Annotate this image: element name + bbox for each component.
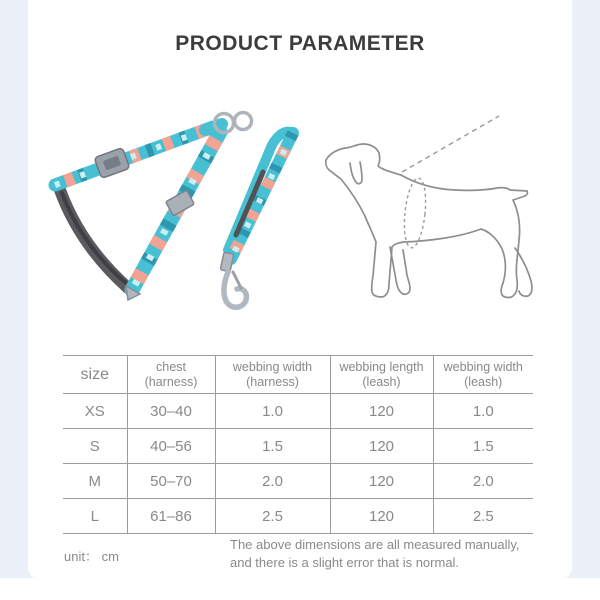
col-header-webbing-width-leash: webbing width (leash) <box>433 356 533 394</box>
cell-webbing-length-leash: 120 <box>330 464 433 499</box>
cell-chest: 50–70 <box>127 464 215 499</box>
col-header-chest: chest (harness) <box>127 356 215 394</box>
buckle-icon <box>94 148 130 179</box>
cell-webbing-width-leash: 2.5 <box>433 499 533 534</box>
cell-webbing-width-leash: 2.0 <box>433 464 533 499</box>
table-row <box>63 464 533 499</box>
cell-size: S <box>89 437 100 455</box>
dog-measurement-diagram <box>315 95 575 330</box>
measurement-note <box>230 536 520 572</box>
cell-webbing-length-leash: 120 <box>330 499 433 534</box>
table-header-row <box>63 356 533 394</box>
leash-direction-dashed-line <box>402 116 499 172</box>
unit-label: unit： cm <box>64 549 119 564</box>
col-header-size: size <box>80 365 109 383</box>
cell-webbing-width-harness: 2.5 <box>215 499 330 534</box>
col-header-webbing-length-leash: webbing length (leash) <box>330 356 433 394</box>
cell-webbing-width-harness: 1.0 <box>215 394 330 429</box>
measurement-note-line1: The above dimensions are all measured manually, <box>230 537 520 552</box>
table-row <box>63 429 533 464</box>
col-header-webbing-width-harness: webbing width (harness) <box>215 356 330 394</box>
dog-outline <box>326 144 532 298</box>
cell-chest: 30–40 <box>127 394 215 429</box>
size-table <box>63 355 533 534</box>
cell-chest: 61–86 <box>127 499 215 534</box>
dog-far-front-leg <box>390 247 410 294</box>
cell-webbing-length-leash: 120 <box>330 394 433 429</box>
table-row <box>63 499 533 534</box>
cell-chest: 40–56 <box>127 429 215 464</box>
cell-size: XS <box>84 402 105 420</box>
measurement-note-line2: and there is a slight error that is normal. <box>230 555 460 570</box>
product-photo <box>25 95 315 330</box>
table-row <box>63 394 533 429</box>
cell-size: M <box>88 472 101 490</box>
cell-webbing-width-harness: 1.5 <box>215 429 330 464</box>
leash-handle <box>228 132 293 259</box>
cell-size: L <box>90 507 99 525</box>
harness-group <box>55 113 252 301</box>
cell-webbing-width-leash: 1.0 <box>433 394 533 429</box>
leash-group <box>220 132 293 308</box>
cell-webbing-width-harness: 2.0 <box>215 464 330 499</box>
cell-webbing-width-leash: 1.5 <box>433 429 533 464</box>
page-title: PRODUCT PARAMETER <box>175 32 425 55</box>
cell-webbing-length-leash: 120 <box>330 429 433 464</box>
